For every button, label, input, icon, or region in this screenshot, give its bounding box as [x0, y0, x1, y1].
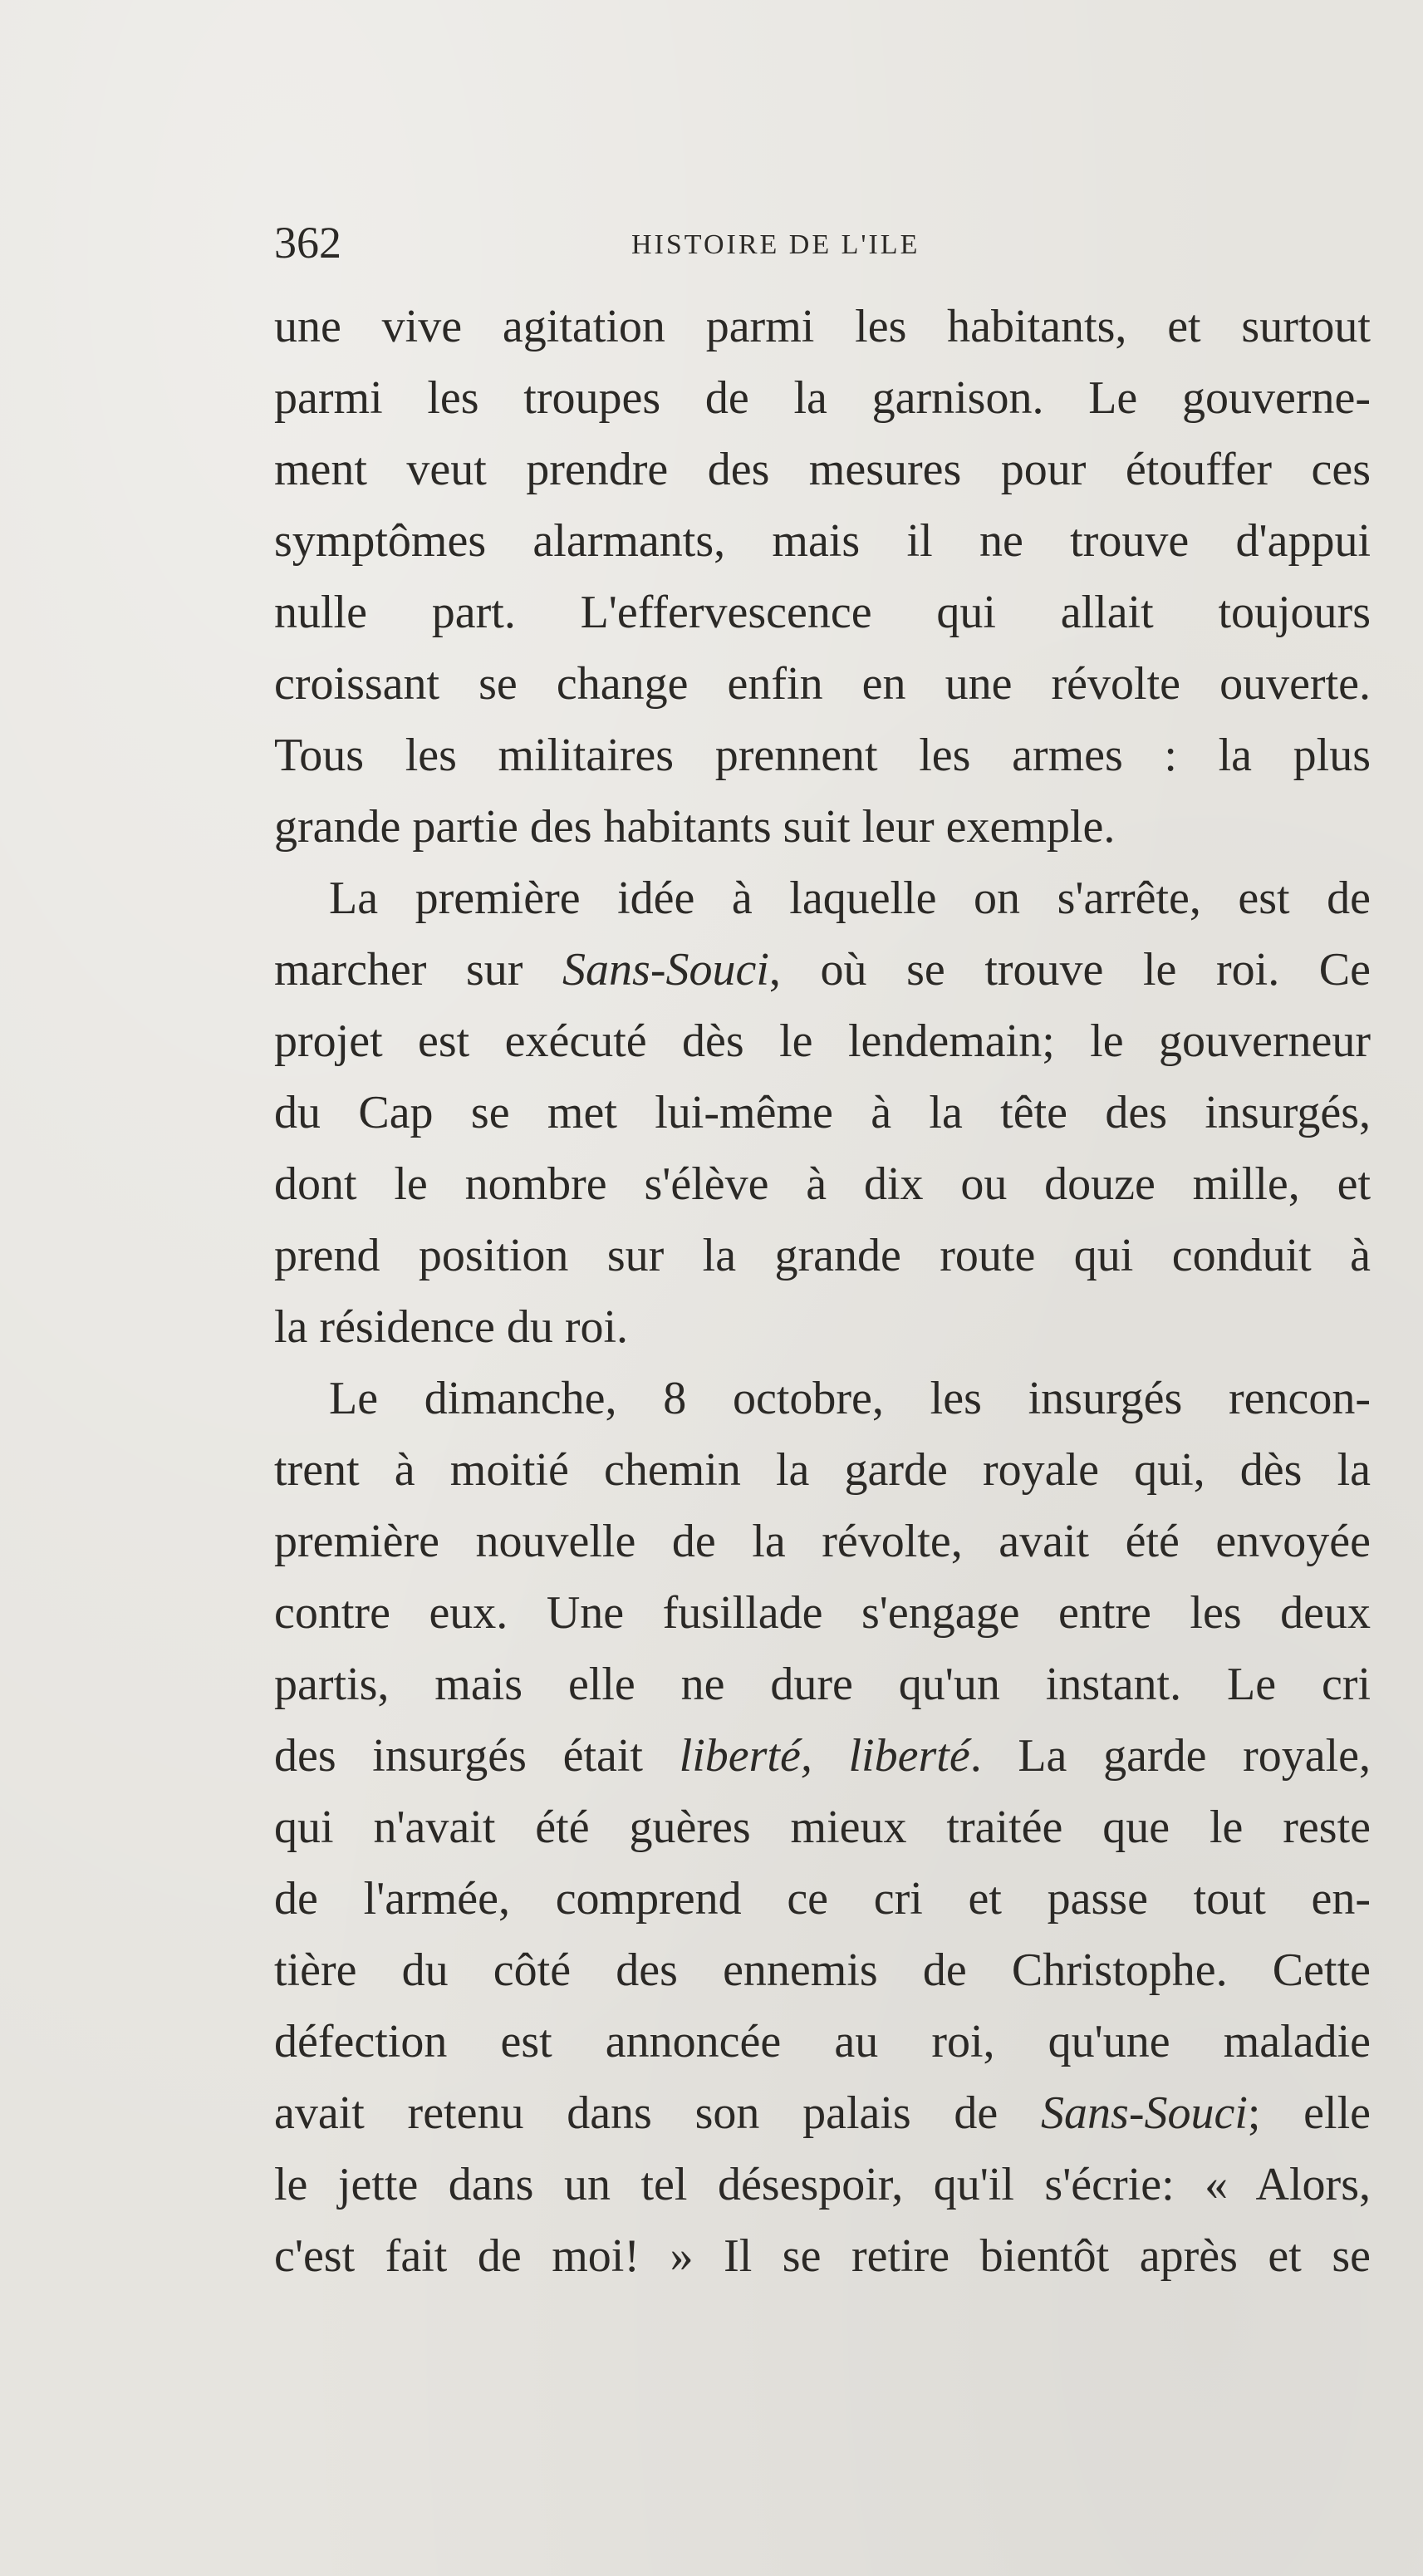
text-line: le jette dans un tel désespoir, qu'il s'écrie: « Alors,: [274, 2159, 1371, 2210]
text-line: parmi les troupes de la garnison. Le gouverne-: [274, 372, 1371, 424]
text-line: projet est exécuté dès le lendemain; le gouverneur: [274, 1015, 1371, 1067]
text-line: tière du côté des ennemis de Christophe. Cette: [274, 1944, 1371, 1996]
text-line: Tous les militaires prennent les armes : la plus: [274, 730, 1371, 781]
text-line: avait retenu dans son palais de Sans-Souci; elle: [274, 2087, 1371, 2139]
text-line: Le dimanche, 8 octobre, les insurgés rencon-: [329, 1373, 1371, 1424]
text-line: ment veut prendre des mesures pour étouffer ces: [274, 444, 1371, 495]
running-head: HISTOIRE DE L'ILE: [631, 229, 920, 260]
italic-text: Sans-Souci: [562, 944, 769, 995]
paragraph: [274, 1363, 1371, 2292]
body-text: [274, 291, 1371, 2292]
text-line: contre eux. Une fusillade s'engage entre les deux: [274, 1587, 1371, 1639]
page-number: 362: [274, 218, 341, 268]
text-line: du Cap se met lui-même à la tête des insurgés,: [274, 1087, 1371, 1138]
paragraph: [274, 863, 1371, 1363]
text-line: trent à moitié chemin la garde royale qui, dès la: [274, 1444, 1371, 1496]
text-line: la résidence du roi.: [274, 1301, 629, 1353]
italic-text: liberté, liberté: [679, 1730, 970, 1782]
text-line: qui n'avait été guères mieux traitée que le reste: [274, 1802, 1371, 1853]
paragraph: [274, 291, 1371, 863]
text-line: une vive agitation parmi les habitants, et surtout: [274, 301, 1371, 352]
page-header: [274, 218, 1105, 268]
text-line: symptômes alarmants, mais il ne trouve d'appui: [274, 515, 1371, 567]
text-line: défection est annoncée au roi, qu'une maladie: [274, 2016, 1371, 2067]
text-line: grande partie des habitants suit leur exemple.: [274, 801, 1116, 853]
text-line: c'est fait de moi! » Il se retire bientôt après et se: [274, 2230, 1371, 2282]
text-line: nulle part. L'effervescence qui allait toujours: [274, 587, 1371, 638]
text-line: première nouvelle de la révolte, avait été envoyée: [274, 1516, 1371, 1567]
text-line: partis, mais elle ne dure qu'un instant. Le cri: [274, 1659, 1371, 1710]
text-line: prend position sur la grande route qui conduit à: [274, 1230, 1371, 1281]
italic-text: Sans-Souci: [1041, 2087, 1248, 2139]
text-line: dont le nombre s'élève à dix ou douze mille, et: [274, 1158, 1371, 1210]
text-line: croissant se change enfin en une révolte ouverte.: [274, 658, 1371, 710]
text-line: La première idée à laquelle on s'arrête, est de: [329, 873, 1371, 924]
text-line: de l'armée, comprend ce cri et passe tout en-: [274, 1873, 1371, 1925]
text-line: des insurgés était liberté, liberté. La garde royale,: [274, 1730, 1371, 1782]
text-line: marcher sur Sans-Souci, où se trouve le roi. Ce: [274, 944, 1371, 995]
